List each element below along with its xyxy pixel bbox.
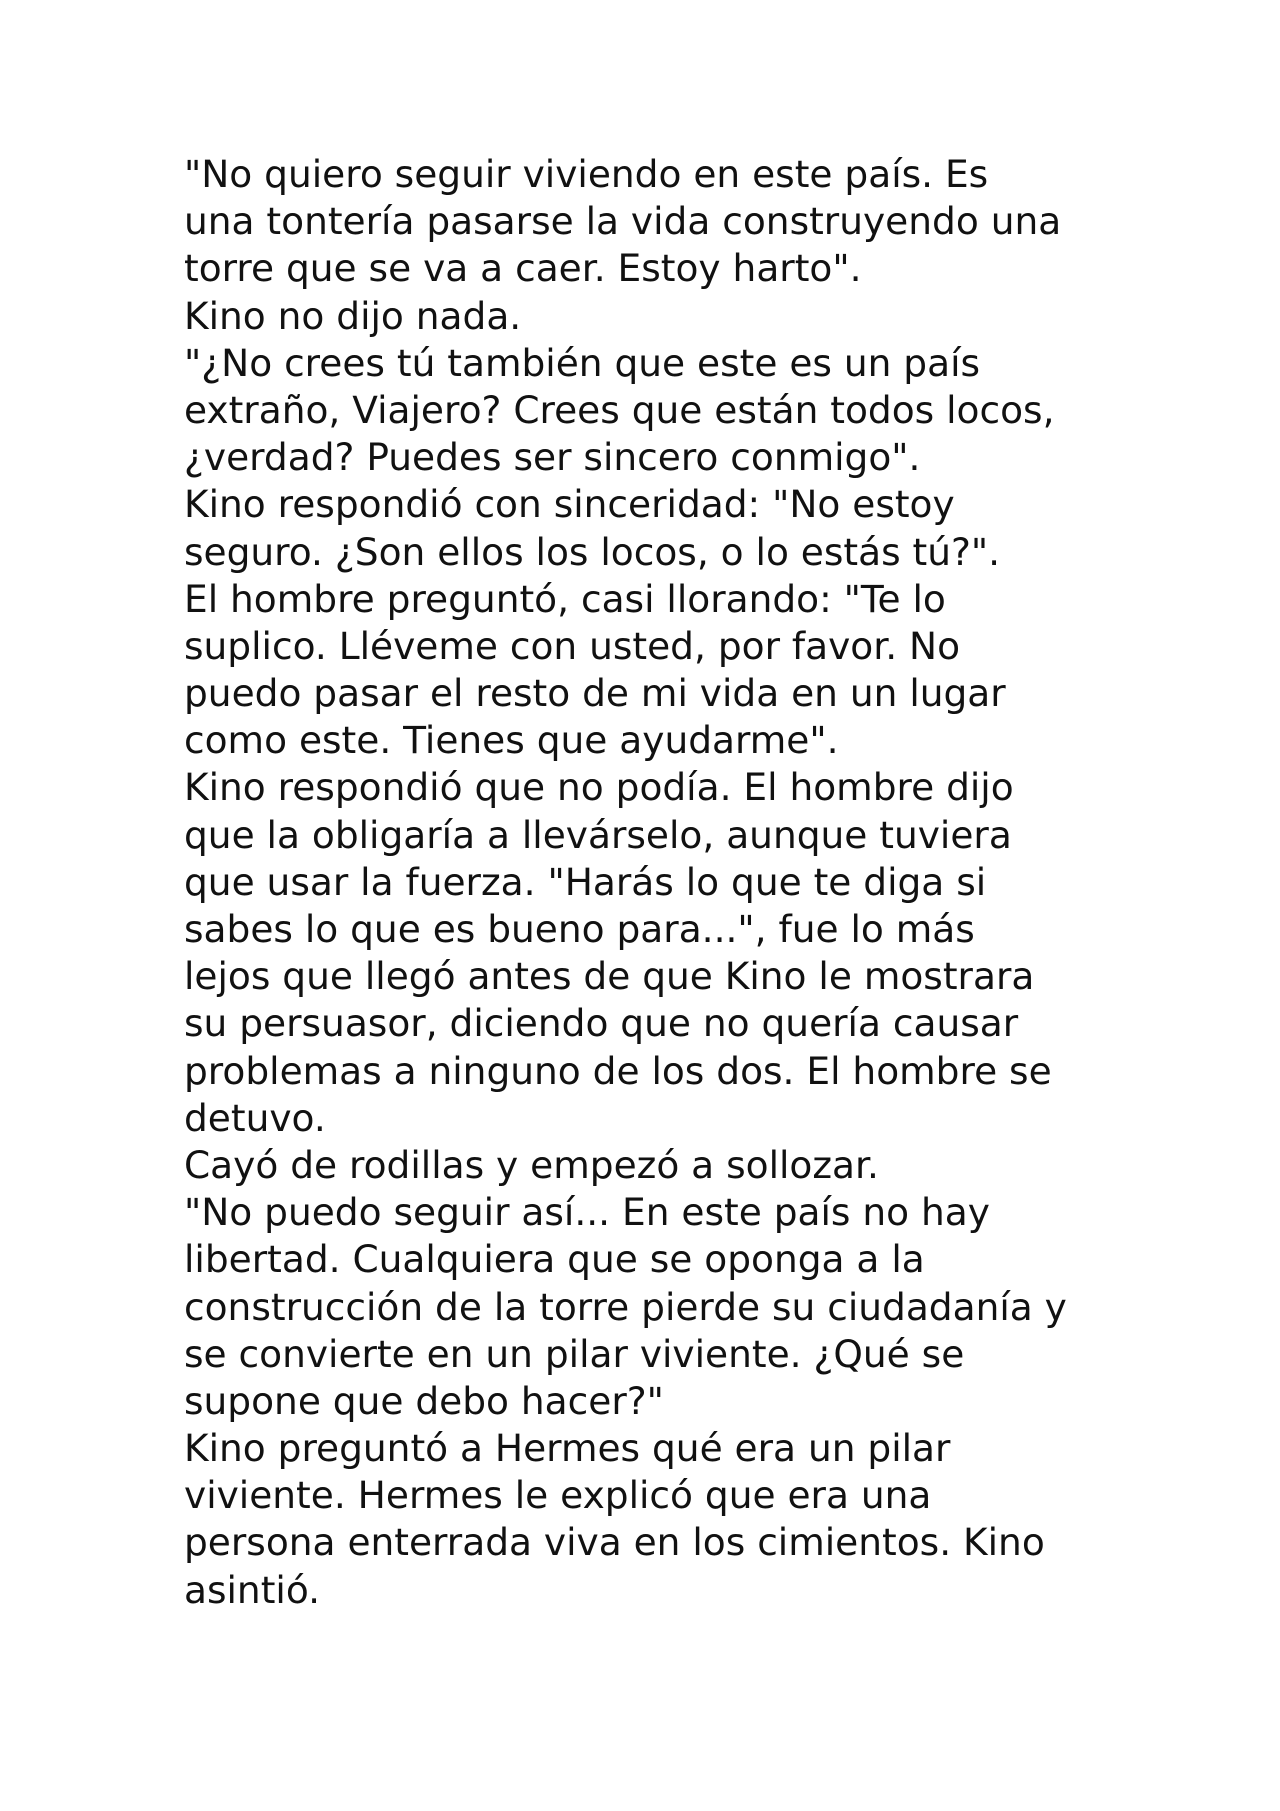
text-line: una tontería pasarse la vida construyendo una [184, 199, 1062, 244]
text-line: extraño, Viajero? Crees que están todos locos, [184, 387, 1055, 432]
text-line: libertad. Cualquiera que se oponga a la [184, 1237, 925, 1282]
text-line: que usar la fuerza. "Harás lo que te diga si [184, 859, 987, 904]
text-line: suplico. Lléveme con usted, por favor. No [184, 623, 961, 668]
text-line: su persuasor, diciendo que no quería causar [184, 1001, 1019, 1046]
body-text [184, 151, 1184, 1614]
text-line: construcción de la torre pierde su ciudadanía y [184, 1284, 1067, 1329]
text-line: Kino preguntó a Hermes qué era un pilar [184, 1426, 951, 1471]
text-line: lejos que llegó antes de que Kino le mostrara [184, 954, 1035, 999]
text-line: "No puedo seguir así... En este país no hay [184, 1190, 990, 1235]
text-line: Kino respondió que no podía. El hombre dijo [184, 765, 1014, 810]
text-line: asintió. [184, 1567, 321, 1612]
text-line: que la obligaría a llevárselo, aunque tuviera [184, 812, 1012, 857]
text-line: problemas a ninguno de los dos. El hombre se [184, 1048, 1052, 1093]
text-line: Kino respondió con sinceridad: "No estoy [184, 482, 955, 527]
text-line: se convierte en un pilar viviente. ¿Qué se [184, 1331, 965, 1376]
text-line: puedo pasar el resto de mi vida en un lugar [184, 671, 1006, 716]
text-line: detuvo. [184, 1095, 326, 1140]
text-line: sabes lo que es bueno para...", fue lo más [184, 907, 975, 951]
text-line: "¿No crees tú también que este es un país [184, 340, 981, 385]
text-line: torre que se va a caer. Estoy harto". [184, 246, 862, 291]
text-line: Kino no dijo nada. [184, 293, 522, 338]
text-line: Cayó de rodillas y empezó a sollozar. [184, 1142, 879, 1187]
text-line: "No quiero seguir viviendo en este país. Es [184, 152, 989, 196]
text-line: El hombre preguntó, casi llorando: "Te lo [184, 576, 946, 621]
text-line: como este. Tienes que ayudarme". [184, 718, 839, 763]
text-line: seguro. ¿Son ellos los locos, o lo estás tú?". [184, 529, 1001, 574]
text-line: persona enterrada viva en los cimientos. Kino [184, 1520, 1045, 1565]
text-line: ¿verdad? Puedes ser sincero conmigo". [184, 435, 921, 480]
text-line: supone que debo hacer?" [184, 1378, 664, 1423]
text-line: viviente. Hermes le explicó que era una [184, 1473, 932, 1518]
